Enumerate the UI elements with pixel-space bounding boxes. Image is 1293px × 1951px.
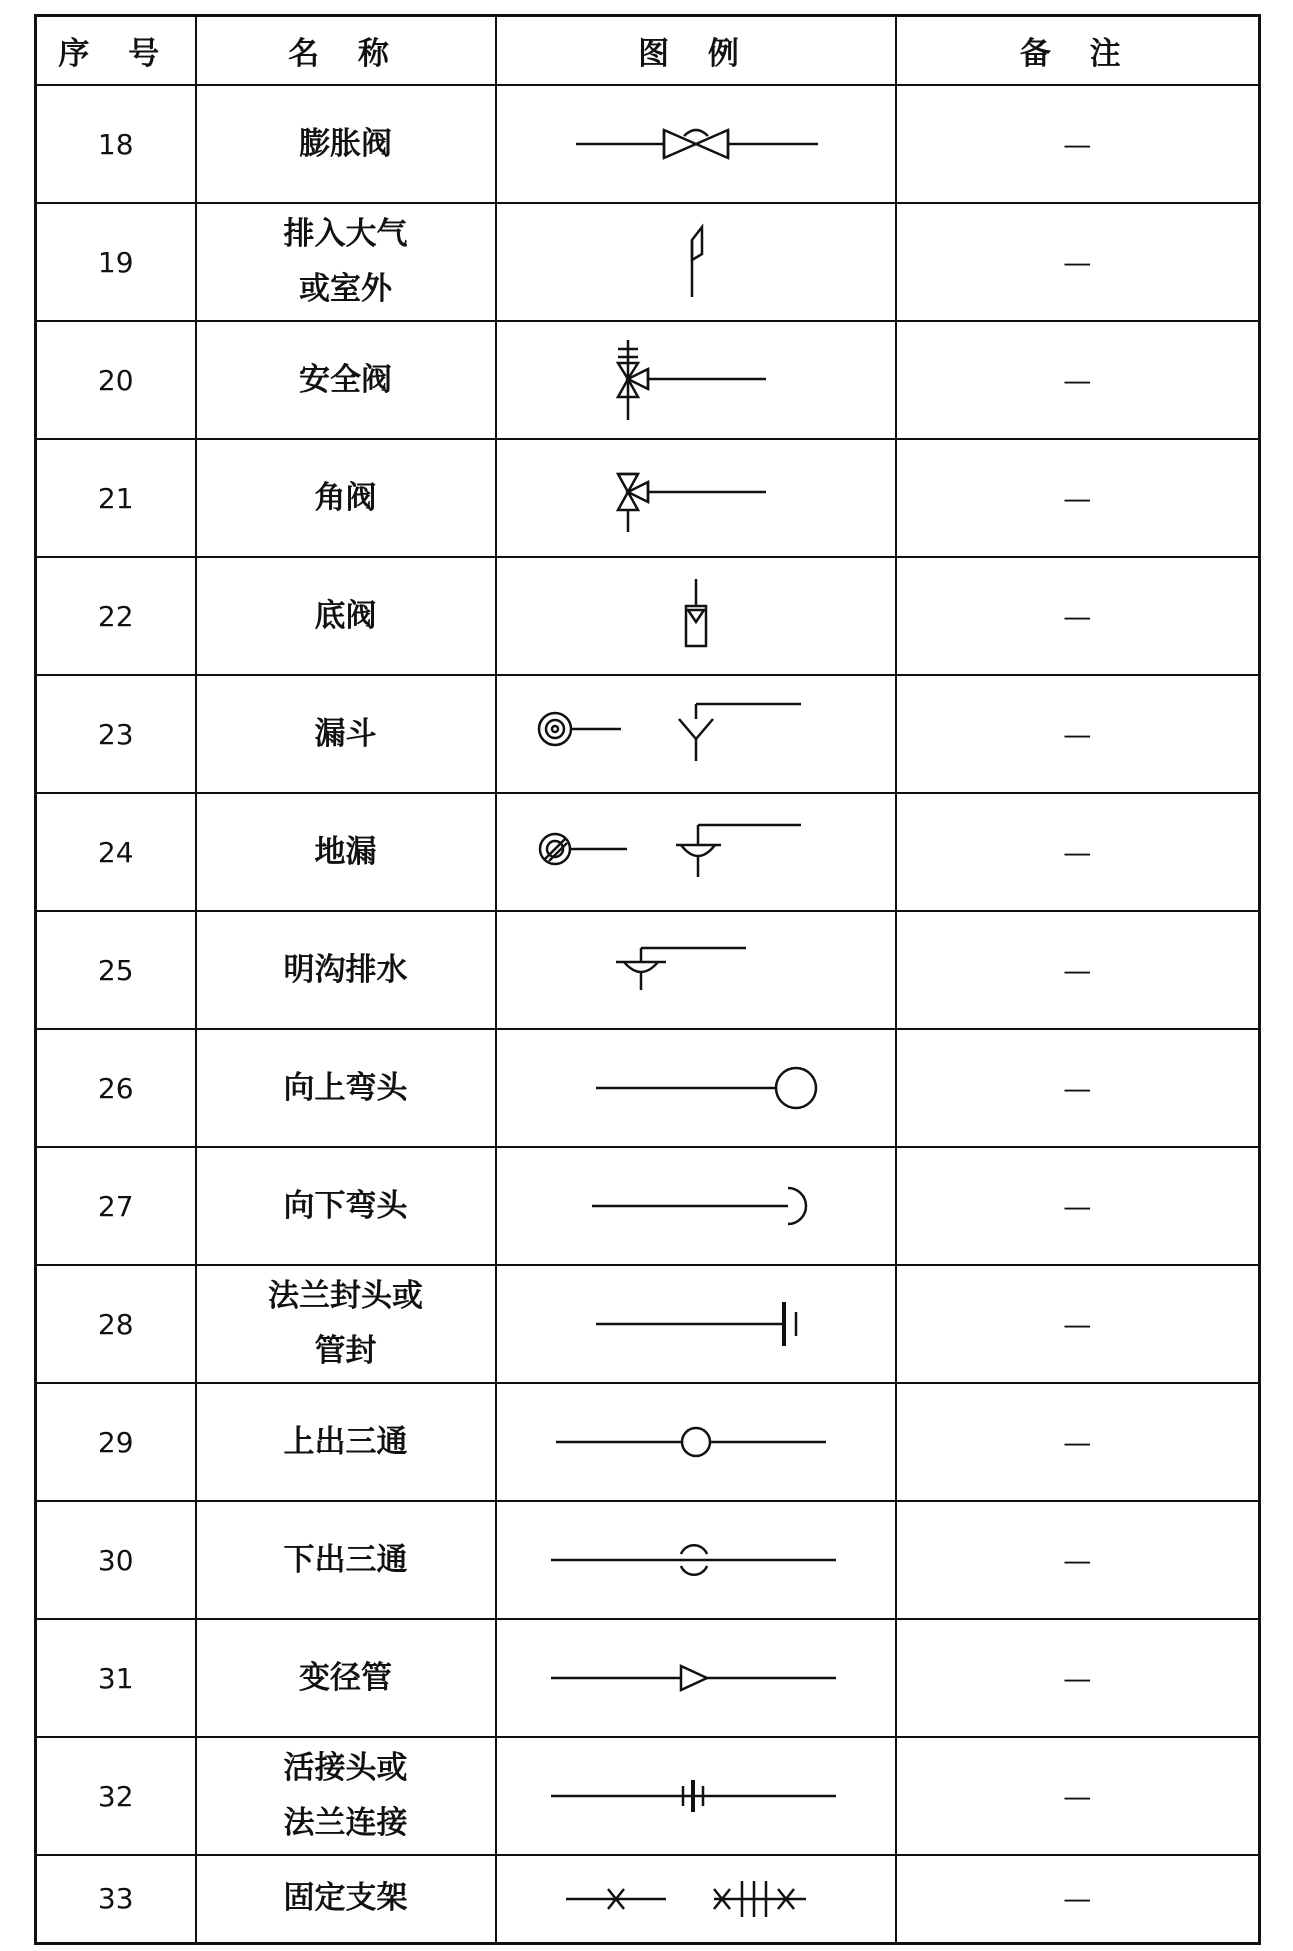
row-index: 27 <box>36 1147 196 1265</box>
row-symbol <box>496 1029 896 1147</box>
row-note: — <box>896 1501 1260 1619</box>
row-symbol <box>496 203 896 321</box>
row-index: 29 <box>36 1383 196 1501</box>
row-name: 地漏 <box>196 793 496 911</box>
row-index: 28 <box>36 1265 196 1383</box>
row-name <box>196 1737 496 1855</box>
row-note: — <box>896 203 1260 321</box>
row-symbol <box>496 85 896 203</box>
union-flange-joint-icon <box>551 1766 841 1826</box>
row-symbol <box>496 793 896 911</box>
row-name: 膨胀阀 <box>196 85 496 203</box>
row-note: — <box>896 557 1260 675</box>
row-name <box>196 203 496 321</box>
table-row <box>36 1029 1260 1147</box>
table-row <box>36 1147 1260 1265</box>
row-index: 20 <box>36 321 196 439</box>
table-row <box>36 203 1260 321</box>
table-row <box>36 1501 1260 1619</box>
row-index: 33 <box>36 1855 196 1943</box>
table-row <box>36 321 1260 439</box>
row-symbol <box>496 439 896 557</box>
table-row <box>36 911 1260 1029</box>
row-index: 24 <box>36 793 196 911</box>
row-index: 23 <box>36 675 196 793</box>
row-name: 明沟排水 <box>196 911 496 1029</box>
row-symbol <box>496 1383 896 1501</box>
expansion-valve-icon <box>556 114 836 174</box>
row-index: 21 <box>36 439 196 557</box>
flange-cap-icon <box>556 1294 836 1354</box>
row-note: — <box>896 911 1260 1029</box>
symbol-legend-table <box>34 14 1261 1945</box>
safety-valve-icon <box>556 335 836 425</box>
row-name-line-2: 或室外 <box>299 271 392 307</box>
row-note: — <box>896 321 1260 439</box>
row-name-line-1: 排入大气 <box>283 216 408 252</box>
table-row <box>36 1855 1260 1943</box>
row-name-line-2: 法兰连接 <box>283 1805 408 1841</box>
table-row <box>36 1383 1260 1501</box>
row-index: 19 <box>36 203 196 321</box>
row-note: — <box>896 1265 1260 1383</box>
floor-drain-icon <box>531 817 861 887</box>
row-name: 向上弯头 <box>196 1029 496 1147</box>
angle-valve-icon <box>556 458 836 538</box>
row-name <box>196 1265 496 1383</box>
row-index: 25 <box>36 911 196 1029</box>
row-name-line-1: 法兰封头或 <box>268 1278 423 1314</box>
row-name: 角阀 <box>196 439 496 557</box>
row-name: 固定支架 <box>196 1855 496 1943</box>
row-symbol <box>496 321 896 439</box>
elbow-up-icon <box>556 1058 836 1118</box>
vent-to-atmosphere-icon <box>666 222 726 302</box>
row-note: — <box>896 793 1260 911</box>
row-note: — <box>896 1619 1260 1737</box>
row-symbol <box>496 675 896 793</box>
row-index: 18 <box>36 85 196 203</box>
row-symbol <box>496 1501 896 1619</box>
row-note: — <box>896 1029 1260 1147</box>
table-row <box>36 675 1260 793</box>
row-symbol <box>496 911 896 1029</box>
row-name: 安全阀 <box>196 321 496 439</box>
reducer-icon <box>551 1648 841 1708</box>
row-symbol <box>496 1855 896 1943</box>
row-name: 变径管 <box>196 1619 496 1737</box>
open-ditch-drain-icon <box>596 940 796 1000</box>
table-row <box>36 439 1260 557</box>
fixed-support-icon <box>556 1869 836 1929</box>
row-name: 底阀 <box>196 557 496 675</box>
row-symbol <box>496 557 896 675</box>
table-row <box>36 793 1260 911</box>
table-row <box>36 1265 1260 1383</box>
header-symbol: 图 例 <box>496 16 896 86</box>
row-name: 向下弯头 <box>196 1147 496 1265</box>
funnel-icon <box>531 699 861 769</box>
row-note: — <box>896 1855 1260 1943</box>
header-name: 名 称 <box>196 16 496 86</box>
row-name: 漏斗 <box>196 675 496 793</box>
row-name: 上出三通 <box>196 1383 496 1501</box>
table-row <box>36 1737 1260 1855</box>
table-row <box>36 557 1260 675</box>
row-note: — <box>896 1383 1260 1501</box>
header-row <box>36 16 1260 86</box>
row-note: — <box>896 1147 1260 1265</box>
row-name: 下出三通 <box>196 1501 496 1619</box>
row-note: — <box>896 85 1260 203</box>
table-row <box>36 85 1260 203</box>
row-index: 30 <box>36 1501 196 1619</box>
header-index: 序 号 <box>36 16 196 86</box>
row-index: 22 <box>36 557 196 675</box>
header-note: 备 注 <box>896 16 1260 86</box>
elbow-down-icon <box>556 1176 836 1236</box>
row-symbol <box>496 1619 896 1737</box>
row-symbol <box>496 1265 896 1383</box>
row-symbol <box>496 1147 896 1265</box>
row-note: — <box>896 439 1260 557</box>
row-note: — <box>896 1737 1260 1855</box>
row-name-line-1: 活接头或 <box>283 1750 408 1786</box>
row-index: 32 <box>36 1737 196 1855</box>
table-row <box>36 1619 1260 1737</box>
row-symbol <box>496 1737 896 1855</box>
row-index: 31 <box>36 1619 196 1737</box>
tee-down-icon <box>551 1530 841 1590</box>
tee-up-icon <box>556 1412 836 1472</box>
row-index: 26 <box>36 1029 196 1147</box>
foot-valve-icon <box>666 576 726 656</box>
row-name-line-2: 管封 <box>314 1333 377 1369</box>
row-note: — <box>896 675 1260 793</box>
